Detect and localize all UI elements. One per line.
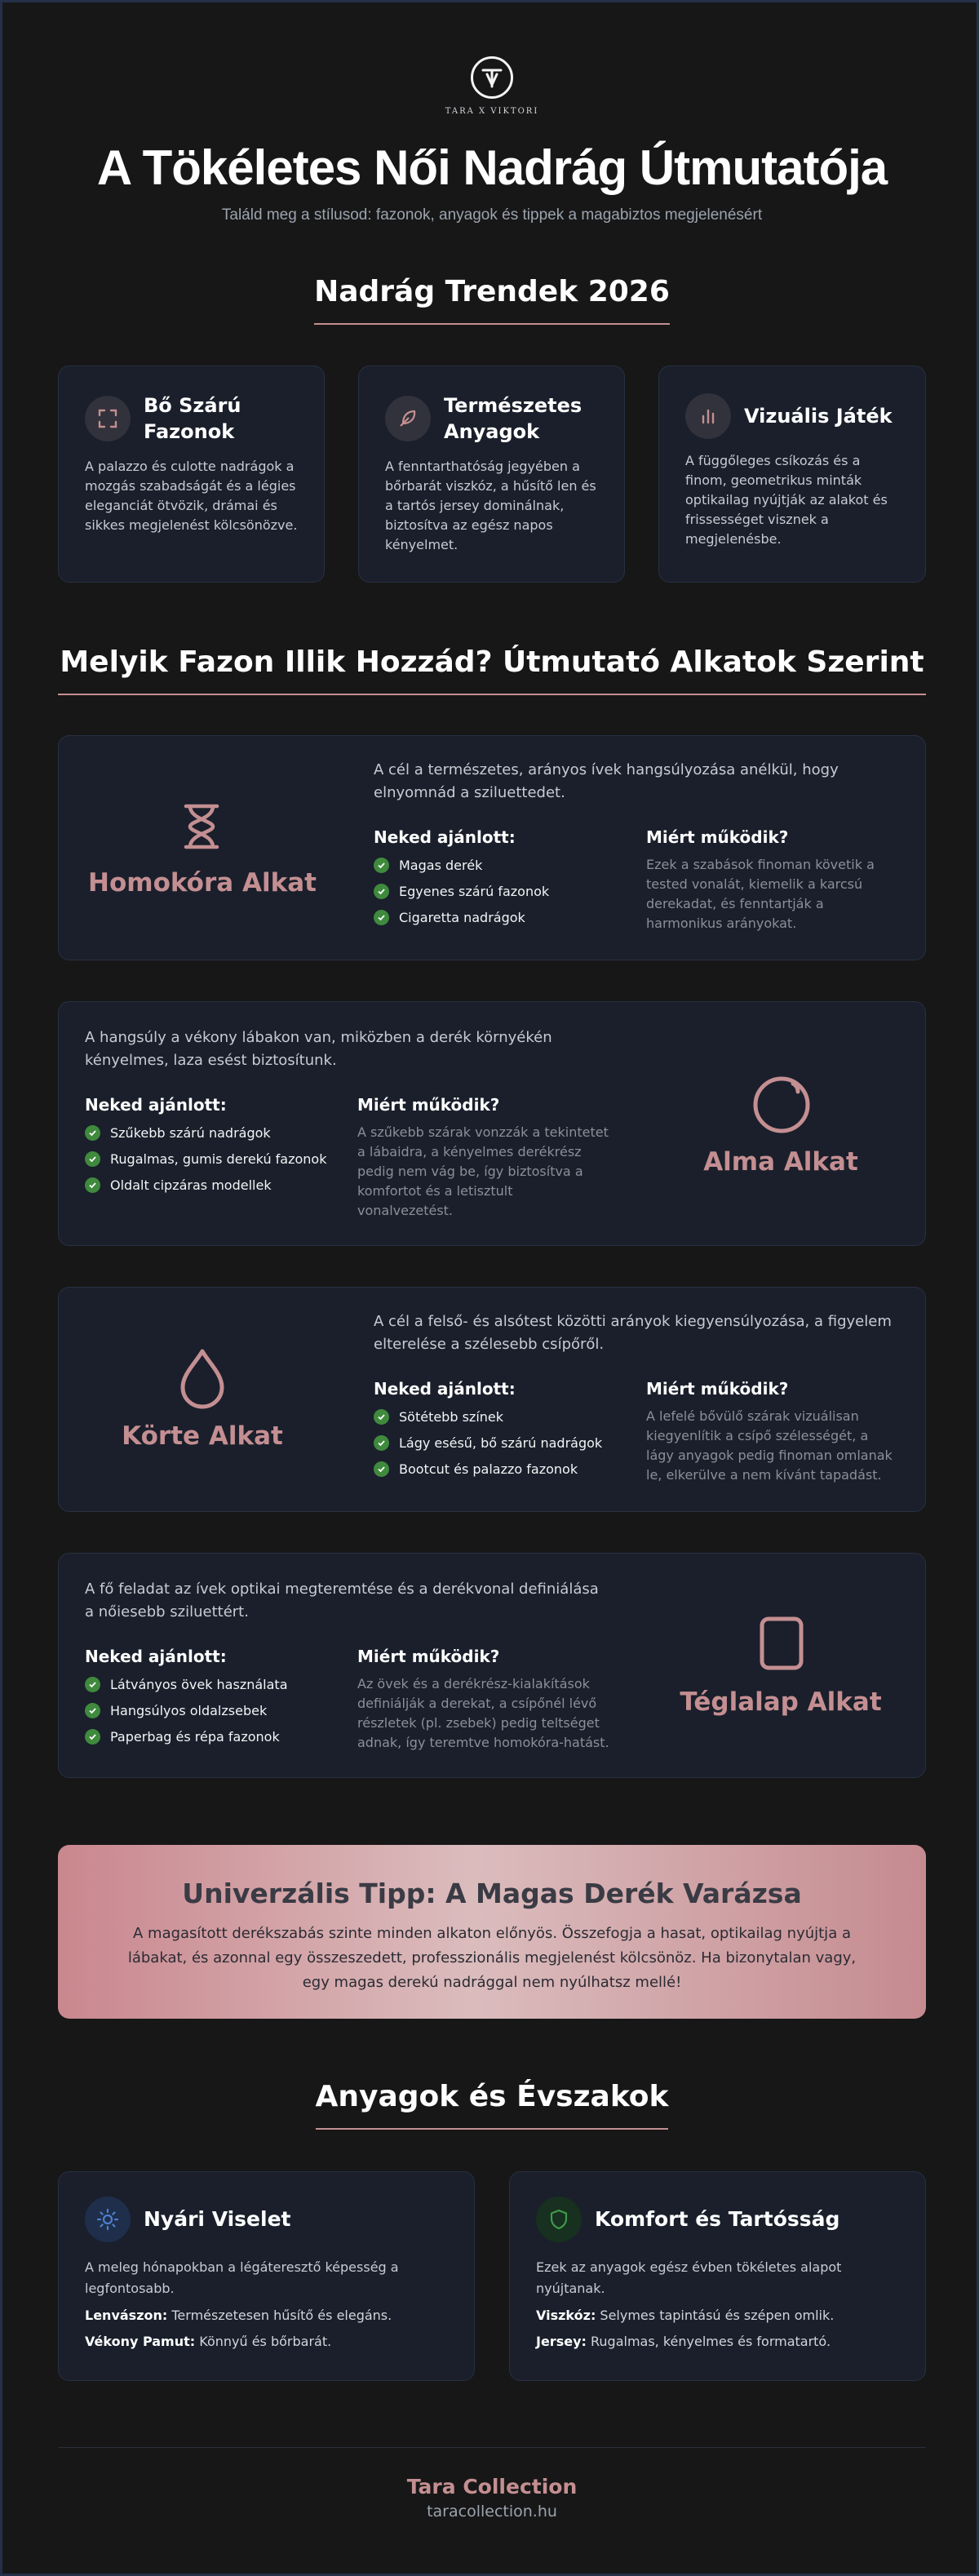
universal-tip-banner — [58, 1845, 926, 2019]
trends-heading: Nadrág Trendek 2026 — [314, 275, 670, 325]
bodytype-card-pear — [58, 1287, 926, 1512]
list-item: Szűkebb szárú nadrágok — [85, 1124, 326, 1151]
expand-icon — [85, 396, 131, 441]
drop-icon — [178, 1348, 227, 1413]
material-card-comfort — [509, 2171, 926, 2381]
list-item: Magas derék — [374, 857, 549, 883]
trend-description: A függőleges csíkozás és a finom, geometrikus minták optikailag nyújtják az alakot és frissességet visznek a megjelenésbe. — [685, 453, 888, 547]
bar-chart-icon — [685, 393, 731, 439]
bodytype-intro: A hangsúly a vékony lábakon van, miközben a derék környékén kényelmes, laza esést biztosítunk. — [85, 1029, 552, 1069]
recommended-label: Neked ajánlott: — [374, 1379, 516, 1399]
check-icon — [374, 884, 389, 899]
trend-description: A palazzo és culotte nadrágok a mozgás szabadságát és a légies eleganciát ötvözik, drámai és sikkes megjelenést kölcsönözve. — [85, 459, 298, 533]
check-icon — [374, 1409, 389, 1425]
why-text: A szűkebb szárak vonzzák a tekintetet a lábaidra, a kényelmes derékrész pedig nem vág be, így biztosítva a komfortot és a letisztult vonalvezetést. — [357, 1124, 609, 1218]
brand-logo[interactable] — [2, 56, 979, 116]
trend-card-visual-play — [658, 366, 926, 583]
bodytype-card-apple — [58, 1001, 926, 1246]
check-icon — [85, 1729, 100, 1745]
hourglass-icon — [183, 803, 220, 853]
trend-card-natural-materials — [358, 366, 625, 583]
materials-heading-wrap — [2, 2080, 979, 2130]
trends-heading-wrap — [2, 275, 979, 325]
feather-icon — [385, 396, 431, 441]
material-line: Viszkóz: Selymes tapintású és szépen omlik. — [536, 2308, 835, 2323]
material-title: Nyári Viselet — [144, 2207, 291, 2231]
list-item: Rugalmas, gumis derekú fazonok — [85, 1151, 326, 1177]
check-icon — [85, 1177, 100, 1193]
material-description: Ezek az anyagok egész évben tökéletes alapot nyújtanak. — [536, 2259, 842, 2296]
trend-card-wide-leg — [58, 366, 325, 583]
page-title: A Tökéletes Női Nadrág Útmutatója — [96, 140, 888, 195]
list-item: Hangsúlyos oldalzsebek — [85, 1702, 288, 1728]
trend-description: A fenntarthatóság jegyében a bőrbarát viszkóz, a hűsítő len és a tartós jersey dominálnak, biztosítva az egész napos kényelmet. — [385, 459, 596, 552]
why-label: Miért működik? — [357, 1647, 500, 1666]
material-line: Jersey: Rugalmas, kényelmes és formatartó. — [536, 2334, 831, 2349]
bodytype-name: Téglalap Alkat — [680, 1687, 882, 1717]
recommended-label: Neked ajánlott: — [85, 1647, 227, 1666]
footer-divider — [58, 2447, 926, 2448]
check-icon — [374, 910, 389, 925]
recommended-list — [374, 1408, 602, 1487]
list-item: Paperbag és répa fazonok — [85, 1728, 288, 1754]
recommended-list — [85, 1676, 288, 1754]
why-label: Miért működik? — [357, 1095, 500, 1115]
why-label: Miért működik? — [646, 1379, 789, 1399]
materials-heading: Anyagok és Évszakok — [316, 2080, 669, 2130]
tip-text: A magasított derékszabás szinte minden alkaton előnyös. Összefogja a hasat, optikailag nyújtja a lábakat, és azonnal egy összeszedett, professzionális megjelenést kölcsönöz. Ha bizonytalan vagy, egy magas derekú nadrággal nem nyúlhatsz mellé! — [127, 1925, 857, 1991]
sun-icon — [85, 2197, 131, 2242]
list-item: Oldalt cipzáras modellek — [85, 1177, 326, 1203]
check-icon — [85, 1703, 100, 1718]
list-item: Sötétebb színek — [374, 1408, 602, 1434]
list-item: Látványos övek használata — [85, 1676, 288, 1702]
check-icon — [374, 1461, 389, 1477]
bodytype-name: Homokóra Alkat — [88, 868, 317, 898]
material-description: A meleg hónapokban a légáteresztő képesség a legfontosabb. — [85, 2259, 399, 2296]
page-subtitle: Találd meg a stílusod: fazonok, anyagok és tippek a magabiztos megjelenésért — [221, 206, 763, 224]
list-item: Bootcut és palazzo fazonok — [374, 1461, 602, 1487]
rectangle-icon — [759, 1616, 804, 1674]
tv-monogram-icon — [471, 56, 513, 99]
why-text: A lefelé bővülő szárak vizuálisan kiegyenlítik a csípő szélességét, a lágy anyagok pedig finoman omlanak le, elkerülve a nem kívánt tapadást. — [646, 1408, 893, 1483]
bodytype-name: Körte Alkat — [122, 1421, 283, 1451]
list-item: Cigaretta nadrágok — [374, 909, 549, 935]
why-text: Ezek a szabások finoman követik a tested vonalát, kiemelik a karcsú derekadat, és fenntartják a harmonikus arányokat. — [646, 857, 875, 931]
material-line: Lenvászon: Természetesen hűsítő és elegáns. — [85, 2308, 392, 2323]
recommended-list — [374, 857, 549, 935]
shield-icon — [536, 2197, 582, 2242]
brand-name: TARA X VIKTORI — [445, 107, 539, 116]
list-item: Egyenes szárú fazonok — [374, 883, 549, 909]
footer-url-link[interactable]: taracollection.hu — [427, 2503, 557, 2521]
bodytype-intro: A cél a felső- és alsótest közötti arányok kiegyensúlyozása, a figyelem elterelése a szélesebb csípőről. — [374, 1313, 892, 1353]
why-text: Az övek és a derékrész-kialakítások definiálják a derekat, a csípőnél lévő részletek (pl. zsebek) pedig teltséget adnak, így teremtve homokóra-hatást. — [357, 1676, 609, 1750]
bodytype-intro: A fő feladat az ívek optikai megteremtése és a derékvonal definiálása a nőiesebb sziluettért. — [85, 1581, 599, 1621]
check-icon — [85, 1151, 100, 1167]
apple-icon — [751, 1072, 813, 1137]
check-icon — [374, 1435, 389, 1451]
recommended-label: Neked ajánlott: — [374, 827, 516, 847]
material-line: Vékony Pamut: Könnyű és bőrbarát. — [85, 2334, 332, 2349]
check-icon — [374, 858, 389, 873]
check-icon — [85, 1677, 100, 1692]
bodytypes-heading-wrap — [58, 645, 926, 695]
why-label: Miért működik? — [646, 827, 789, 847]
bodytypes-heading: Melyik Fazon Illik Hozzád? Útmutató Alkatok Szerint — [58, 645, 926, 695]
footer-brand: Tara Collection — [406, 2475, 578, 2498]
bodytype-card-hourglass — [58, 735, 926, 960]
material-card-summer — [58, 2171, 475, 2381]
check-icon — [85, 1125, 100, 1141]
bodytype-name: Alma Alkat — [703, 1147, 858, 1177]
bodytype-card-rectangle — [58, 1553, 926, 1778]
trend-title: Vizuális Játék — [744, 405, 893, 428]
list-item: Lágy esésű, bő szárú nadrágok — [374, 1434, 602, 1461]
material-title: Komfort és Tartósság — [595, 2207, 840, 2231]
recommended-list — [85, 1124, 326, 1203]
bodytype-intro: A cél a természetes, arányos ívek hangsúlyozása anélkül, hogy elnyomnád a sziluettedet. — [374, 761, 839, 801]
recommended-label: Neked ajánlott: — [85, 1095, 227, 1115]
trend-title: Természetes Anyagok — [444, 394, 583, 443]
trend-title: Bő Szárú Fazonok — [144, 394, 241, 443]
tip-title: Univerzális Tipp: A Magas Derék Varázsa — [182, 1878, 802, 1909]
